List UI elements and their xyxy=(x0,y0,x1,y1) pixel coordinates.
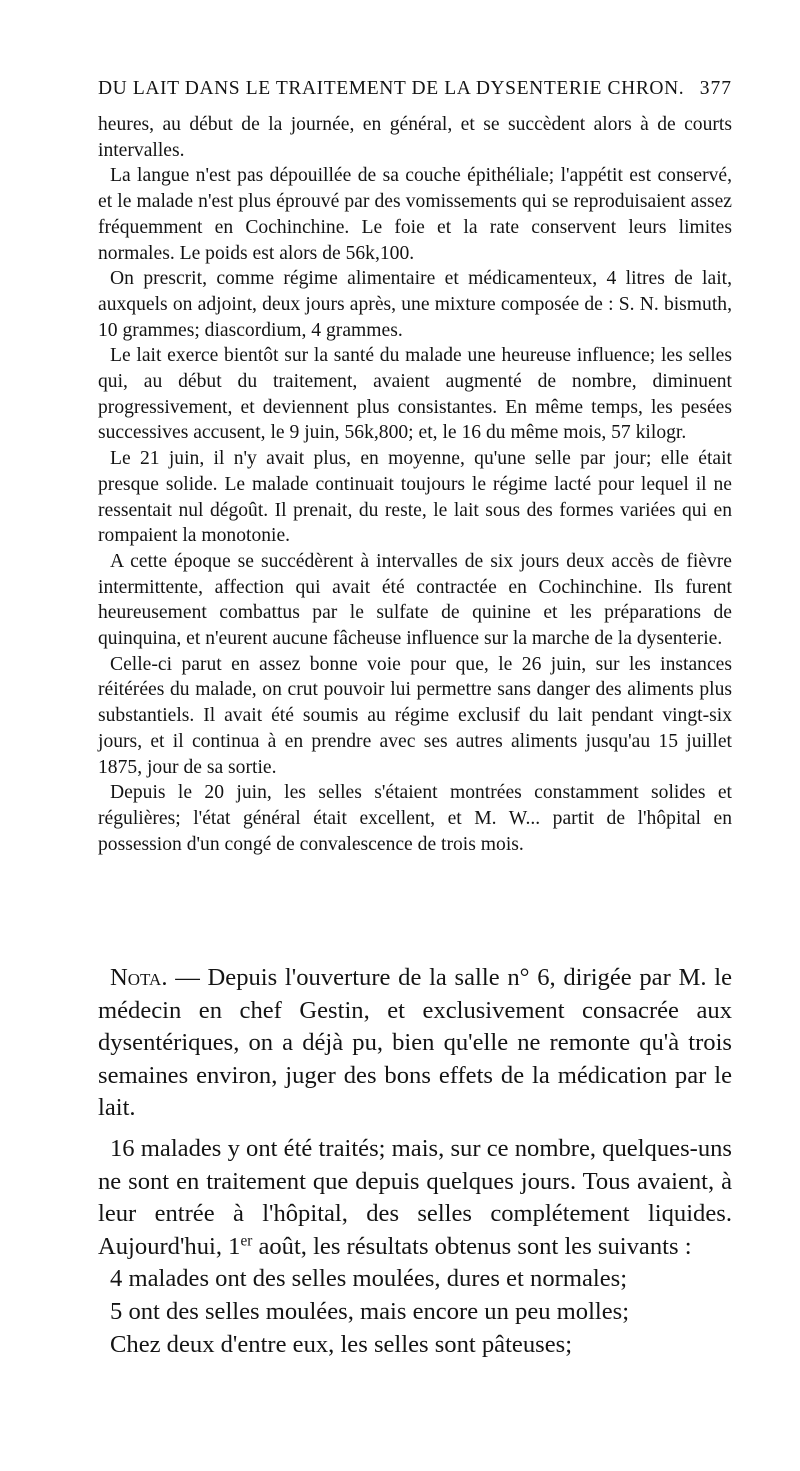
result-item: Chez deux d'entre eux, les selles sont pâteuses; xyxy=(110,1330,573,1358)
paragraph: A cette époque se succédèrent à intervalles de six jours deux accès de fièvre intermittente, affection qui avait été contractée en Cochinchine. Ils furent heureusement combattus par le sulfate de quinine et les préparations de quinquina, et n'eurent aucune fâcheuse influence sur la marche de la dysenterie. xyxy=(98,550,732,650)
results-text-end: août, les résultats obtenus sont les suivants : xyxy=(252,1232,692,1260)
nota-paragraph xyxy=(98,962,732,1125)
running-title: DU LAIT DANS LE TRAITEMENT DE LA DYSENTERIE CHRON. xyxy=(98,78,685,99)
results-text-start: 16 malades y ont été traités; mais, sur ce nombre, quelques-uns ne sont en traitement que depuis quelques jours. Tous avaient, à leur entrée à l'hôpital, des selles complétement liquides. Aujourd'hui, 1 xyxy=(98,1134,732,1260)
paragraph: La langue n'est pas dépouillée de sa couche épithéliale; l'appétit est conservé, et le malade n'est plus éprouvé par des vomissements qui se reproduisaient assez fréquemment en Cochinchine. Le foie et la rate conservent leurs limites normales. Le poids est alors de 56k,100. xyxy=(98,165,732,264)
paragraph: On prescrit, comme régime alimentaire et médicamenteux, 4 litres de lait, auxquels on adjoint, deux jours après, une mixture composée de : S. N. bismuth, 10 grammes; diascordium, 4 grammes. xyxy=(98,268,732,341)
paragraph: Le lait exerce bientôt sur la santé du malade une heureuse influence; les selles qui, au début du traitement, avaient augmenté de nombre, diminuent progressivement, et deviennent plus consistantes. En même temps, les pesées successives accusent, le 9 juin, 56k,800; et, le 16 du même mois, 57 kilogr. xyxy=(98,345,732,444)
ordinal-superscript: er xyxy=(240,1232,253,1250)
page-number: 377 xyxy=(699,78,732,99)
nota-section xyxy=(98,962,732,1361)
running-header xyxy=(98,78,732,100)
paragraph: Depuis le 20 juin, les selles s'étaient montrées constamment solides et régulières; l'état général était excellent, et M. W... partit de l'hôpital en possession d'un congé de convalescence de trois mois. xyxy=(98,782,732,855)
nota-body: — Depuis l'ouverture de la salle n° 6, dirigée par M. le médecin en chef Gestin, et exclusivement consacrée aux dysentériques, on a déjà pu, bien qu'elle ne remonte qu'à trois semaines environ, juger des bons effets de la médication par le lait. xyxy=(98,964,732,1122)
paragraph: Celle-ci parut en assez bonne voie pour que, le 26 juin, sur les instances réitérées du malade, on crut pouvoir lui permettre sans danger des aliments plus substantiels. Il avait été soumis au régime exclusif du lait pendant vingt-six jours, et il continua à en prendre avec ses autres aliments jusqu'au 15 juillet 1875, jour de sa sortie. xyxy=(98,653,732,778)
paragraph: heures, au début de la journée, en général, et se succèdent alors à de courts intervalles. xyxy=(98,114,732,161)
results-paragraph xyxy=(98,1133,732,1263)
result-item: 5 ont des selles moulées, mais encore un peu molles; xyxy=(110,1297,630,1325)
nota-label: Nota. xyxy=(110,964,168,991)
paragraph: Le 21 juin, il n'y avait plus, en moyenne, qu'une selle par jour; elle était presque solide. Le malade continuait toujours le régime lacté pour lequel il ne ressentait nul dégoût. Il prenait, du reste, le lait sous des formes variées qui en rompaient la monotonie. xyxy=(98,448,732,547)
result-item: 4 malades ont des selles moulées, dures et normales; xyxy=(110,1265,628,1293)
case-report-text xyxy=(98,112,732,857)
